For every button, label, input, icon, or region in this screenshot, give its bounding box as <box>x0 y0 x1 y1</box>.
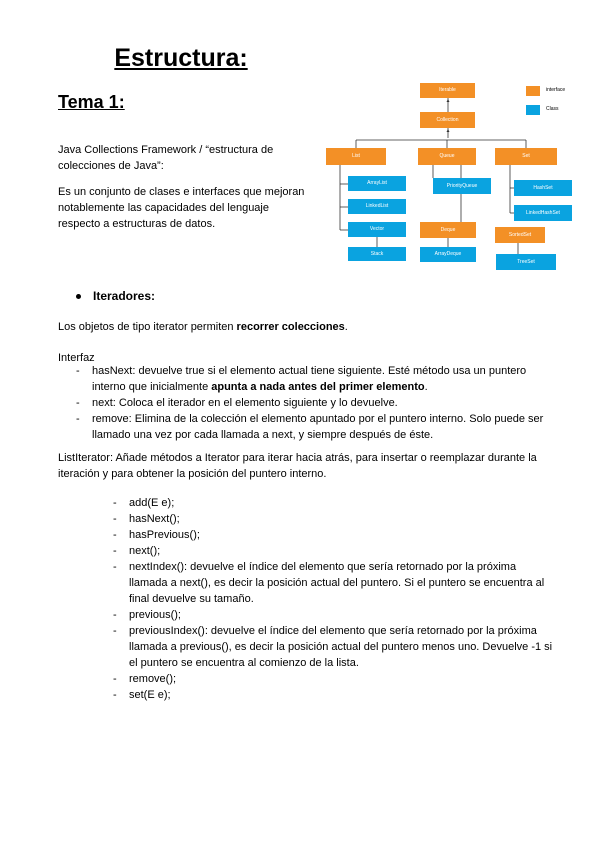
treeset-node: TreeSet <box>496 254 556 270</box>
iteradores-heading <box>76 289 155 303</box>
list-item: - remove(); <box>129 671 553 687</box>
iterator-method-list <box>92 363 550 443</box>
set-node: Set <box>495 148 557 165</box>
list-item: - add(E e); <box>129 495 553 511</box>
hasnext-end: . <box>424 381 428 393</box>
collection-node: Collection <box>420 112 475 128</box>
arraydeque-node: ArrayDeque <box>420 247 476 262</box>
legend-class-swatch <box>526 105 540 115</box>
page-title: Estructura: <box>114 44 248 72</box>
listiterator-method-list <box>129 495 553 703</box>
linkedhashset-node: LinkedHashSet <box>514 205 572 221</box>
hashset-node: HashSet <box>514 180 572 196</box>
list-item: - nextIndex(): devuelve el índice del elemento que sería retornado por la próxima llamada a next(), es decir la posición actual del puntero. Si el puntero se encuentra al final devuelve su tamaño. <box>129 559 553 607</box>
list-node: List <box>326 148 386 165</box>
legend-class-label: Class <box>546 106 559 112</box>
iteradores-description <box>58 319 558 335</box>
sortedset-node: SortedSet <box>495 227 545 243</box>
bullet-dot <box>76 294 81 299</box>
list-item: - previousIndex(): devuelve el índice del elemento que sería retornado por la próxima llamada a previous(), es decir la posición actual del puntero menos uno. Devuelve -1 si el puntero se encuentra al comienzo de la lista. <box>129 623 553 671</box>
iterable-node: Iterable <box>420 83 475 98</box>
list-item: - next: Coloca el iterador en el elemento siguiente y lo devuelve. <box>92 395 550 411</box>
desc-end: . <box>344 321 348 333</box>
list-item: - next(); <box>129 543 553 559</box>
intro-paragraph-1: Java Collections Framework / “estructura de colecciones de Java”: <box>58 144 274 172</box>
desc-bold: recorrer colecciones <box>236 321 345 333</box>
legend-interface-label: interface <box>546 87 566 93</box>
intro-paragraph-2: Es un conjunto de clases e interfaces que mejoran notablemente las capacidades del lenguaje respecto a estructuras de datos. <box>58 186 305 230</box>
interfaz-label: Interfaz <box>58 352 95 364</box>
queue-node: Queue <box>418 148 476 165</box>
listiterator-description: ListIterator: Añade métodos a Iterator para iterar hacia atrás, para insertar o reemplazar durante la iteración y para obtener la posición del puntero interno. <box>58 452 537 480</box>
legend-interface-swatch <box>526 86 540 96</box>
priorityqueue-node: PriorityQueue <box>433 178 491 194</box>
list-item: - hasNext(); <box>129 511 553 527</box>
arraylist-node: ArrayList <box>348 176 406 191</box>
list-item: - previous(); <box>129 607 553 623</box>
hasnext-bold: apunta a nada antes del primer elemento <box>211 381 425 393</box>
desc-text: Los objetos de tipo iterator permiten <box>58 321 237 333</box>
list-item: - set(E e); <box>129 687 553 703</box>
list-item: - remove: Elimina de la colección el elemento apuntado por el puntero interno. Solo puede ser llamado una vez por cada llamada a next, y siempre después de éste. <box>92 411 550 443</box>
section-heading: Tema 1: <box>58 92 125 112</box>
linkedlist-node: LinkedList <box>348 199 406 214</box>
deque-node: Deque <box>420 222 476 238</box>
stack-node: Stack <box>348 247 406 261</box>
list-item: - hasPrevious(); <box>129 527 553 543</box>
vector-node: Vector <box>348 222 406 237</box>
list-item <box>92 363 550 395</box>
iteradores-heading-text: Iteradores: <box>93 289 156 303</box>
hasnext-text: hasNext: devuelve true si el elemento actual tiene siguiente. Esté método usa un puntero interno que inicialmente <box>92 365 527 393</box>
